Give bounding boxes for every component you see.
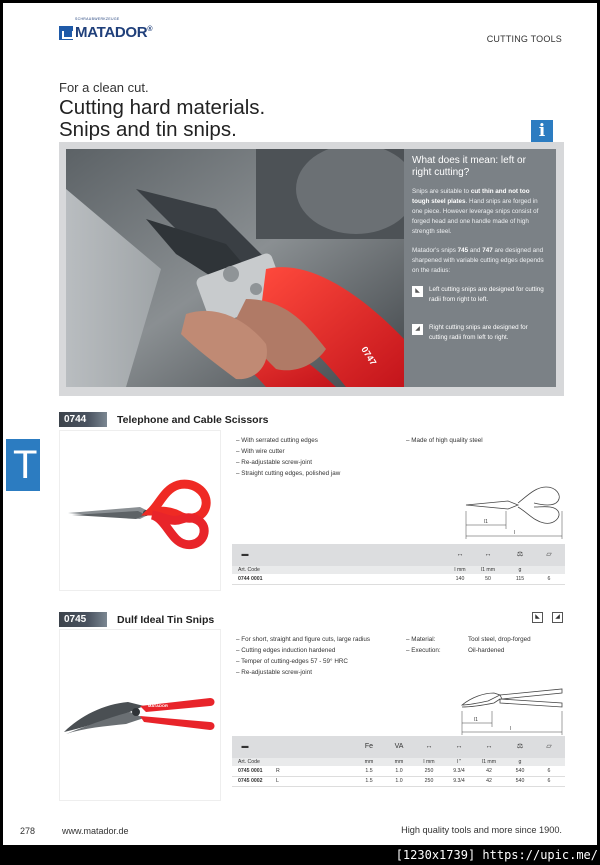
product-0745-header [59,612,214,627]
hero-illustration [66,149,404,387]
brand-subtitle: SCHRAUBWERKZEUGE [75,17,120,21]
stainless-thickness-icon [388,742,410,752]
info-heading: What does it mean: left or right cutting? [412,155,526,178]
svg-text:0747: 0747 [359,344,379,368]
section-label: CUTTING TOOLS [486,34,562,44]
icon-label-fe: Fe [364,743,374,750]
info-paragraph-2: Matador's snips 745 and 747 are designed and sharpened with variable cutting edges depends on the radius: [412,247,544,274]
packaging-icon: ▱ [546,743,552,750]
box-icon: ▬ [241,551,249,558]
tin-snips-illustration [60,630,221,801]
packaging-icon: ▱ [546,551,552,558]
matador-logo [59,26,152,42]
product-0744-image [59,430,221,591]
product-0745-features-col1: – For short, straight and figure cuts, large radius – Cutting edges induction hardened – Temper of cutting-edges 57 - 59° HRC – Re-adjustable screw-joint [236,634,370,678]
length-inch-icon: ↔ [455,743,463,750]
box-icon: ▬ [241,743,249,750]
tip-left-cutting: ◣ Left cutting snips are designed for cutting radii from right to left. [412,285,546,305]
spec-icon-row [232,736,565,758]
brand-name: MATADOR [75,24,148,41]
weight-scale-icon: ⚖ [516,551,524,558]
registered-mark: ® [147,26,153,33]
left-cut-icon: ◣ [412,286,423,297]
steel-thickness-icon [358,742,380,752]
logo-mark-icon [59,26,73,40]
intro-kicker: For a clean cut. [59,80,149,95]
info-icon: i [531,120,553,142]
table-row: 0745 0002 L 1.5 1.0 250 9.3/4 42 540 6 [232,777,565,787]
product-0744-spec-table [232,544,565,585]
product-0745-specs: – Material: Tool steel, drop-forged – Execution: Oil-hardened [406,634,531,656]
info-panel [404,149,556,387]
website-link[interactable]: www.matador.de [62,826,129,836]
right-cut-small-icon: ◢ [552,612,563,623]
page-number: 278 [20,826,36,836]
length-icon: ↔ [456,551,464,558]
spec-header-row: Art. Code mm mm l mm l " l1 mm g [232,758,565,767]
product-0745-spec-table [232,736,565,787]
product-0744-dimension-drawing [458,475,568,541]
table-row: 0744 0001 140 50 115 6 [232,575,565,585]
catalog-page [3,3,597,845]
dim-label-l1: l1 [474,717,478,723]
info-paragraph-1: Snips are suitable to cut thin and not too tough steel plates. Hand snips are forged in one piece. However leverage snips consist of forged head and one handle made of high strength steel. [412,188,539,235]
product-name: Dulf Ideal Tin Snips [117,613,215,626]
product-0744-features-col1: – With serrated cutting edges – With wire cutter – Re-adjustable screw-joint – Straight cutting edges, polished jaw [236,435,340,479]
image-credit: [1230x1739] https://upic.me/ [395,848,598,862]
product-0744-features-col2: – Made of high quality steel [406,435,483,446]
title-line-1: Cutting hard materials. [59,96,266,119]
left-cut-small-icon: ◣ [532,612,543,623]
title-line-2: Snips and tin snips. [59,118,237,141]
icon-label-va: VA [394,743,404,750]
dim-label-l: l [510,726,512,732]
dim-label-l1: l1 [484,519,488,525]
dim-label-l: l [514,530,516,536]
right-cut-icon: ◢ [412,324,423,335]
spec-header-row: Art. Code l mm l1 mm g [232,566,565,575]
cable-scissors-illustration [60,431,221,591]
svg-text:MATADOR: MATADOR [148,703,168,708]
footer-claim: High quality tools and more since 1900. [401,825,562,835]
product-0744-header [59,412,269,427]
cut-length-icon: ↔ [485,743,493,750]
chapter-tab: T [6,439,40,491]
spec-icon-row [232,544,565,566]
page-title [59,97,265,141]
weight-scale-icon: ⚖ [516,743,524,750]
product-code: 0745 [59,612,107,627]
product-name: Telephone and Cable Scissors [117,413,269,426]
table-row: 0745 0001 R 1.5 1.0 250 9.3/4 42 540 6 [232,767,565,777]
product-0745-image [59,629,221,801]
tip-right-cutting: ◢ Right cutting snips are designed for cutting radii from left to right. [412,323,546,343]
cut-length-icon: ↔ [484,551,492,558]
hero-photo-snips-in-hand [66,149,404,387]
length-mm-icon: ↔ [425,743,433,750]
product-code: 0744 [59,412,107,427]
product-0745-dimension-drawing [458,681,568,737]
